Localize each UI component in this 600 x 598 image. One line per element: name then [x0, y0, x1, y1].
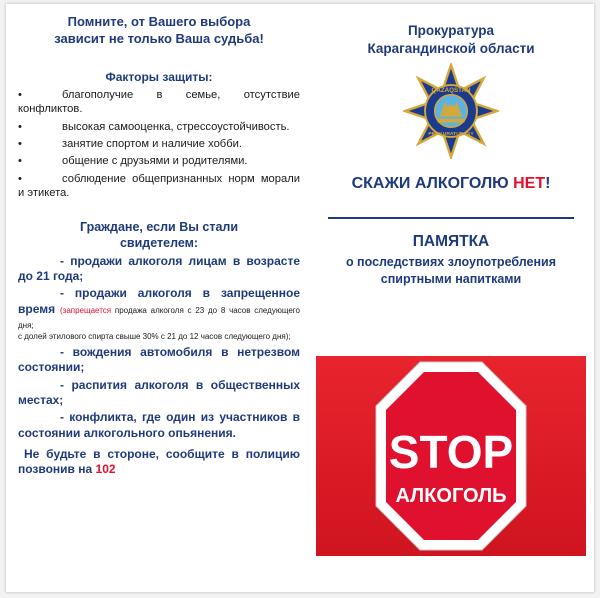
- stop-sign-icon: [316, 356, 586, 556]
- left-column: [18, 14, 300, 478]
- stop-panel: [316, 356, 586, 556]
- emblem-top-text: QAZAQSTAN: [431, 86, 471, 94]
- witness-item-minors: - продажи алкоголя лицам в возрасте до 21 года;: [18, 253, 300, 284]
- stop-subword: АЛКОГОЛЬ: [395, 485, 507, 507]
- right-column: [316, 14, 586, 288]
- citizens-title: Граждане, если Вы стали свидетелем:: [79, 220, 239, 251]
- slogan-no: НЕТ: [513, 175, 546, 193]
- factor-item: • высокая самооценка, стрессоустойчивость.: [18, 120, 290, 133]
- police-phone: 102: [95, 462, 116, 477]
- bullet-icon: •: [18, 172, 22, 185]
- forbidden-note: с долей этилового спирта свыше 30% с 21 до 12 часов следующего дня);: [18, 332, 291, 342]
- slogan: СКАЖИ АЛКОГОЛЮ НЕТ!: [351, 175, 551, 193]
- forbidden-tag: (запрещается: [59, 305, 112, 315]
- memo-title: ПАМЯТКА: [412, 233, 490, 251]
- witness-item-forbidden-time: - продажи алкоголя в запрещенное время (запрещается продажа алкоголя с 23 до 8 часов следующего дня;: [18, 286, 300, 331]
- memo-subtitle: о последствиях злоупотребления спиртными напитками: [345, 255, 557, 286]
- factors-title: Факторы защиты:: [105, 69, 213, 84]
- bullet-icon: •: [18, 155, 22, 168]
- witness-item-public: - распития алкоголя в общественных местах;: [18, 377, 300, 407]
- factor-item: • соблюдение общепризнанных норм морали и этикета.: [18, 172, 300, 200]
- factor-item: • общение с друзьями и родителями.: [18, 155, 248, 168]
- bullet-icon: •: [18, 120, 22, 133]
- warning-header: Помните, от Вашего выбора зависит не только Ваша судьба!: [54, 14, 264, 46]
- organization-title: Прокуратура Карагандинской области: [367, 23, 535, 56]
- factor-item: • занятие спортом и наличие хобби.: [18, 138, 242, 151]
- witness-item-driving: - вождения автомобиля в нетрезвом состоянии;: [18, 344, 300, 375]
- closing-call: Не будьте в стороне, сообщите в полицию позвонив на 102: [18, 447, 300, 477]
- bullet-icon: •: [18, 138, 22, 151]
- divider-line: [328, 217, 574, 219]
- stop-word: STOP: [388, 426, 514, 478]
- leaflet-sheet: [6, 4, 594, 592]
- prosecutor-emblem-icon: [403, 63, 499, 159]
- witness-item-conflict: - конфликта, где один из участников в состоянии алкогольного опьянения.: [18, 410, 300, 440]
- factor-item: • благополучие в семье, отсутствие конфликтов.: [18, 89, 300, 116]
- bullet-icon: •: [18, 89, 22, 102]
- emblem-bottom-text: PROKURATURASY: [428, 131, 474, 138]
